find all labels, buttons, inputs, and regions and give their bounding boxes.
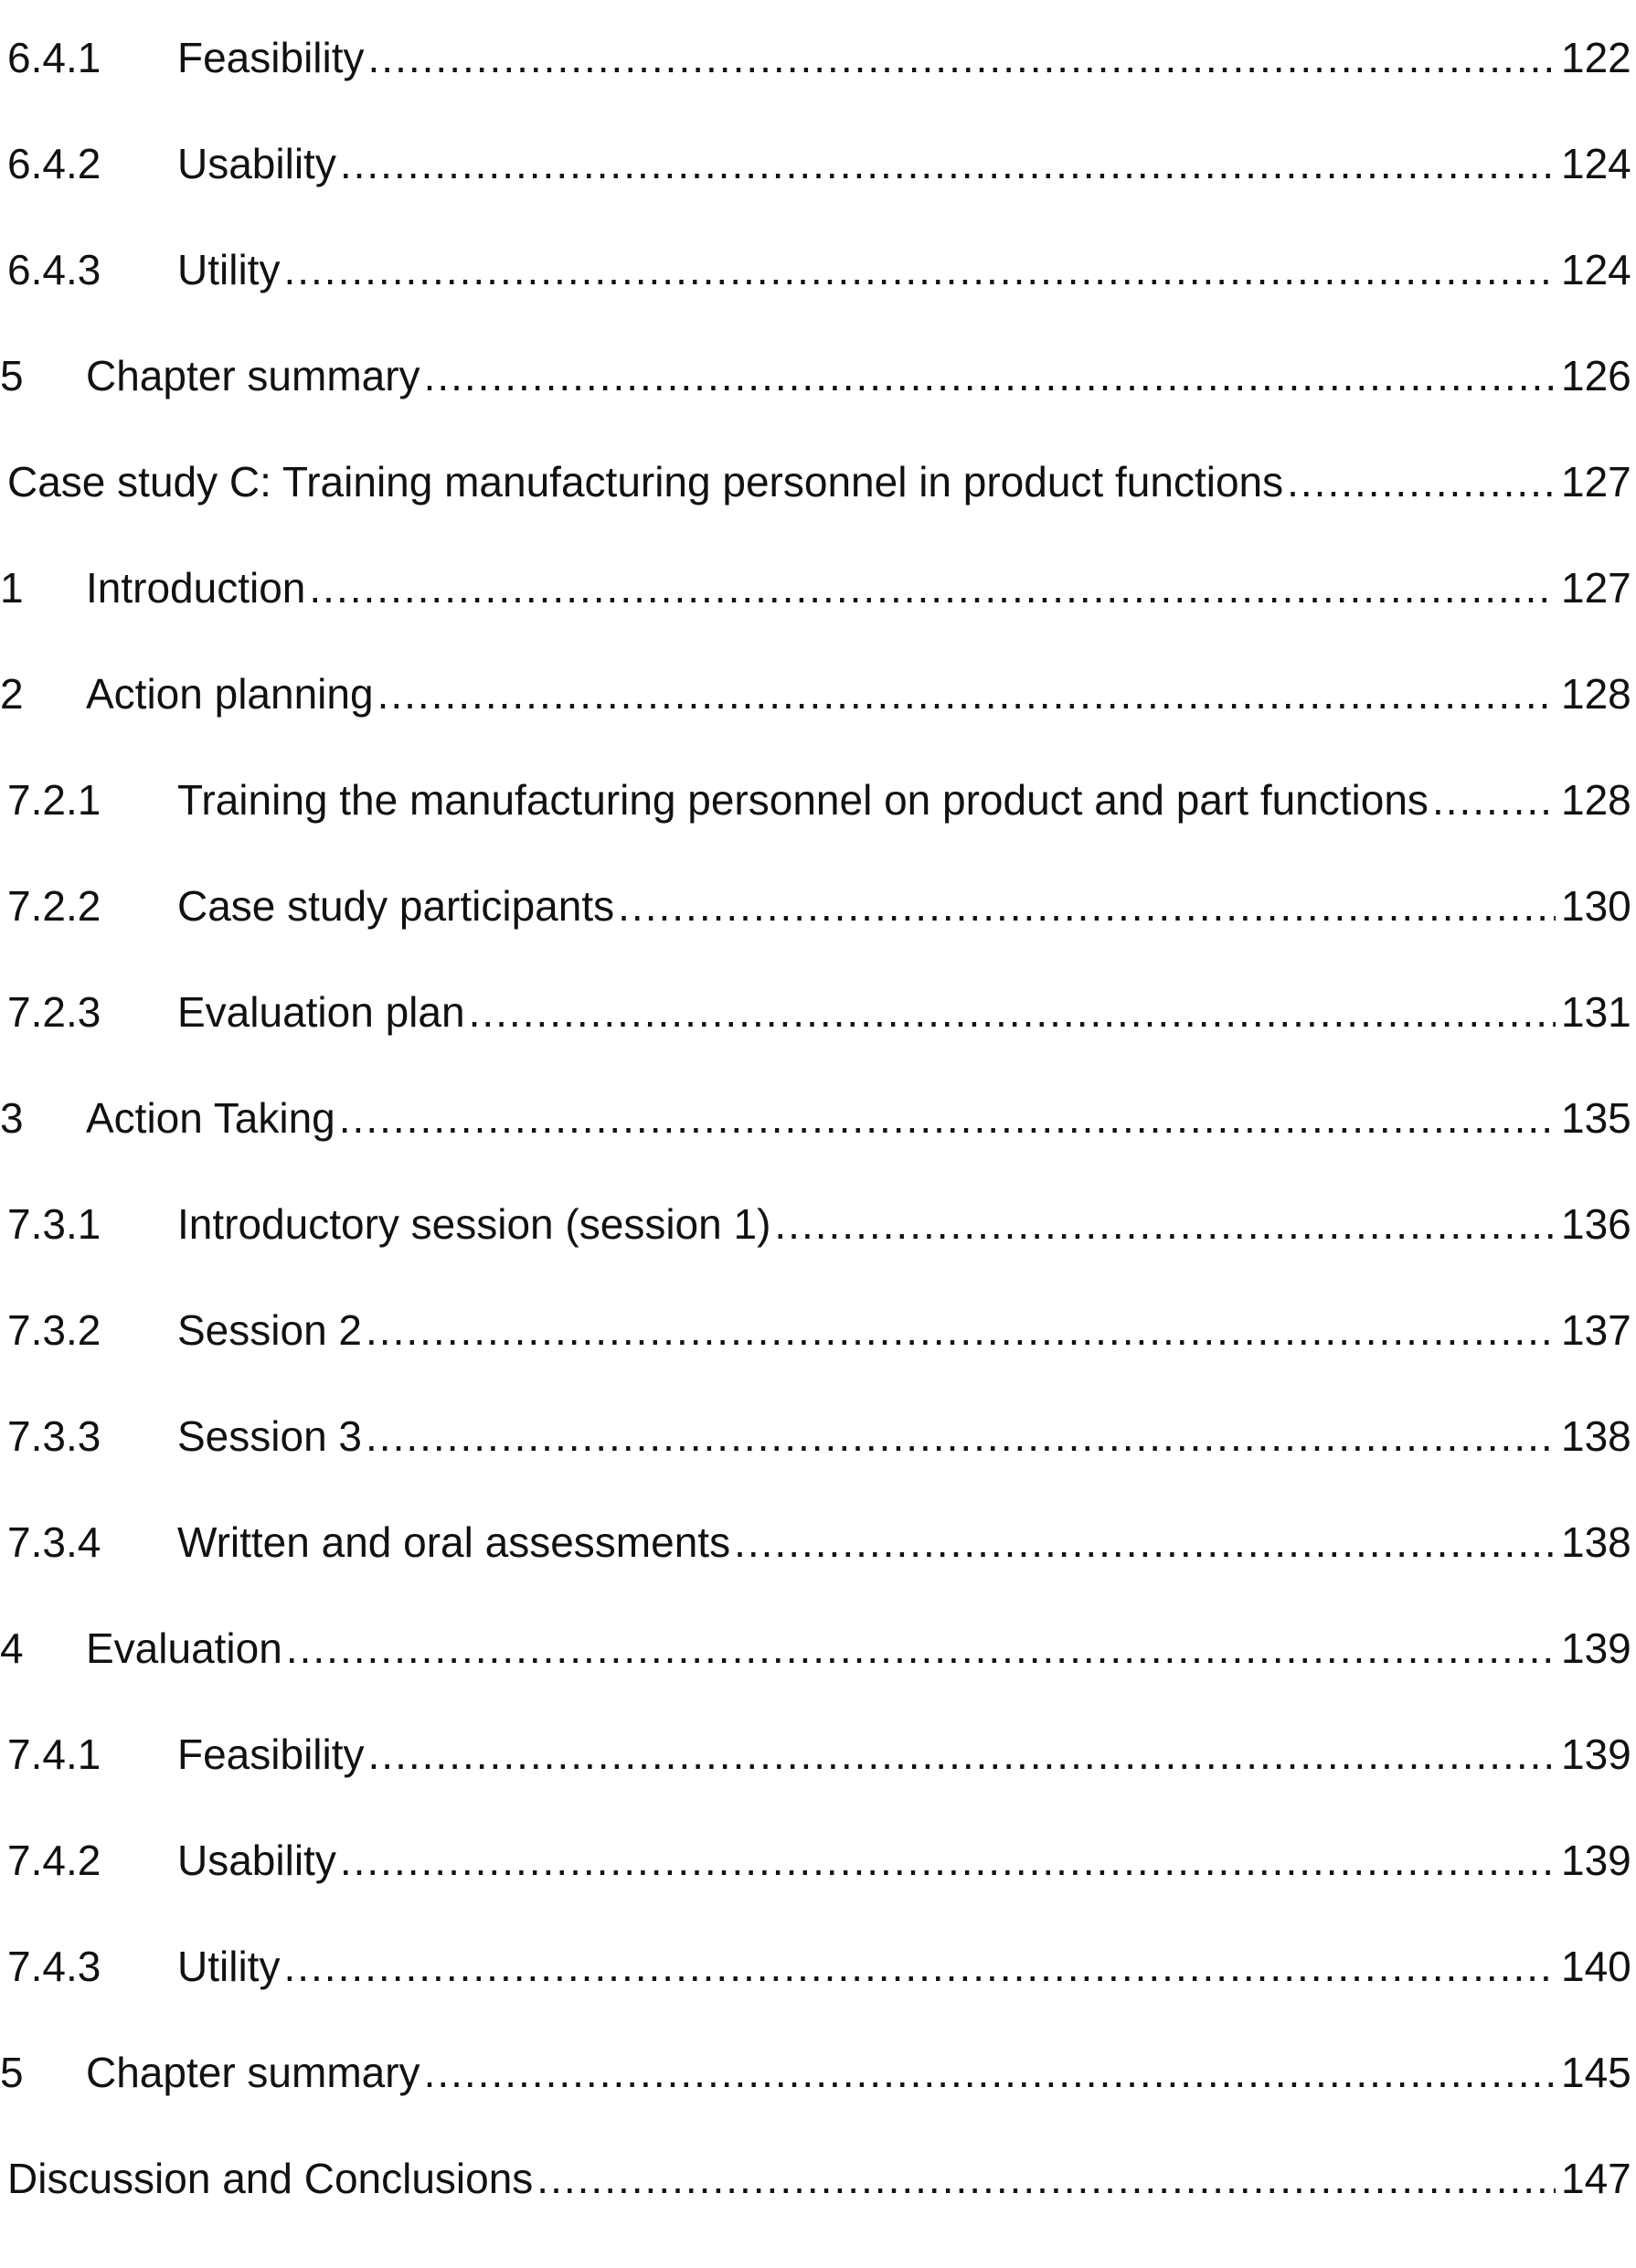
toc-entry-title: Evaluation (86, 1624, 282, 1672)
toc-dot-leader (424, 344, 1556, 408)
toc-entry-title: Evaluation plan (177, 988, 465, 1036)
toc-dot-leader (469, 980, 1556, 1044)
toc-dot-leader (340, 132, 1556, 196)
toc-entry-title: Feasibility (177, 34, 365, 81)
toc-entry-page: 139 (1561, 1730, 1631, 1778)
toc-dot-leader (283, 238, 1556, 302)
toc-entry[interactable] (0, 1404, 1636, 1468)
toc-entry-number: 7.3.3 (7, 1412, 101, 1460)
toc-entry-title: Case study C: Training manufacturing personnel in product functions (7, 458, 1284, 506)
toc-dot-leader (368, 26, 1556, 90)
toc-entry-title: Introduction (86, 564, 306, 612)
toc-entry-title: Written and oral assessments (177, 1518, 731, 1566)
toc-dot-leader (618, 874, 1556, 938)
toc-dot-leader (340, 1828, 1556, 1892)
toc-entry[interactable] (0, 2146, 1636, 2210)
toc-entry-title: Usability (177, 1837, 336, 1884)
toc-entry[interactable] (0, 450, 1636, 514)
toc-entry-page: 138 (1561, 1412, 1631, 1460)
toc-entry-page: 122 (1561, 34, 1631, 81)
toc-entry[interactable] (0, 1510, 1636, 1574)
toc-dot-leader (366, 1298, 1556, 1362)
toc-entry[interactable] (0, 238, 1636, 302)
toc-entry-page: 136 (1561, 1200, 1631, 1248)
toc-dot-leader (366, 1404, 1556, 1468)
toc-entry[interactable] (0, 132, 1636, 196)
toc-entry-title: Chapter summary (86, 2049, 420, 2096)
toc-entry[interactable] (0, 1722, 1636, 1786)
toc-dot-leader (283, 1934, 1556, 1998)
toc-entry[interactable] (0, 344, 1636, 408)
toc-entry-number: 6.4.3 (7, 246, 101, 293)
toc-dot-leader (1432, 768, 1556, 832)
toc-entry-number: 7.4.2 (7, 1837, 101, 1884)
toc-entry-number: 7.3.2 (7, 1306, 101, 1354)
toc-entry-title: Action Taking (86, 1094, 335, 1142)
toc-entry-title: Training the manufacturing personnel on product and part functions (177, 776, 1429, 824)
toc-entry-title: Feasibility (177, 1730, 365, 1778)
toc-entry-page: 139 (1561, 1624, 1631, 1672)
toc-entry-title: Introductory session (session 1) (177, 1200, 771, 1248)
toc-entry-number: 7.4.3 (7, 1943, 101, 1990)
toc-entry-title: Utility (177, 1943, 281, 1990)
toc-entry[interactable] (0, 26, 1636, 90)
toc-dot-leader (339, 1086, 1556, 1150)
toc-dot-leader (1287, 450, 1556, 514)
toc-entry-number: 7.2.3 (7, 988, 101, 1036)
toc-entry-title: Action planning (86, 670, 374, 718)
toc-entry-title: Session 3 (177, 1412, 363, 1460)
toc-entry[interactable] (0, 874, 1636, 938)
toc-entry[interactable] (0, 1298, 1636, 1362)
toc-entry-page: 145 (1561, 2049, 1631, 2096)
toc-entry-number: 7.4.1 (7, 1730, 101, 1778)
toc-entry-title: Discussion and Conclusions (7, 2155, 534, 2202)
toc-entry-page: 128 (1561, 776, 1631, 824)
toc-entry-page: 130 (1561, 882, 1631, 930)
toc-dot-leader (424, 2040, 1556, 2104)
toc-entry-page: 138 (1561, 1518, 1631, 1566)
toc-entry-page: 140 (1561, 1943, 1631, 1990)
toc-entry[interactable] (0, 1616, 1636, 1680)
toc-entry-title: Session 2 (177, 1306, 363, 1354)
toc-entry-number: 1 (0, 564, 24, 612)
toc-dot-leader (536, 2146, 1556, 2210)
toc-entry-page: 124 (1561, 246, 1631, 293)
toc-entry-number: 7.3.4 (7, 1518, 101, 1566)
toc-entry-number: 7.3.1 (7, 1200, 101, 1248)
toc-entry[interactable] (0, 980, 1636, 1044)
toc-entry-number: 6.4.1 (7, 34, 101, 81)
toc-entry-page: 127 (1561, 564, 1631, 612)
toc-entry-page: 147 (1561, 2155, 1631, 2202)
toc-entry-title: Utility (177, 246, 281, 293)
toc-entry-number: 7.2.1 (7, 776, 101, 824)
toc-entry-page: 126 (1561, 352, 1631, 399)
toc-entry[interactable] (0, 1934, 1636, 1998)
toc-dot-leader (368, 1722, 1556, 1786)
toc-entry[interactable] (0, 768, 1636, 832)
toc-dot-leader (734, 1510, 1556, 1574)
toc-entry-page: 124 (1561, 140, 1631, 187)
toc-entry-page: 139 (1561, 1837, 1631, 1884)
toc-entry[interactable] (0, 1192, 1636, 1256)
toc-entry-number: 4 (0, 1624, 24, 1672)
toc-entry-page: 135 (1561, 1094, 1631, 1142)
toc-entry-title: Chapter summary (86, 352, 420, 399)
toc-entry-page: 137 (1561, 1306, 1631, 1354)
toc-entry-page: 128 (1561, 670, 1631, 718)
toc-dot-leader (377, 662, 1556, 726)
toc-entry-number: 2 (0, 670, 24, 718)
toc-entry-number: 5 (0, 352, 24, 399)
toc-entry-number: 7.2.2 (7, 882, 101, 930)
toc-entry[interactable] (0, 556, 1636, 620)
toc-entry[interactable] (0, 1086, 1636, 1150)
toc-entry[interactable] (0, 2040, 1636, 2104)
toc-entry-number: 6.4.2 (7, 140, 101, 187)
toc-entry-title: Case study participants (177, 882, 615, 930)
toc-entry-number: 3 (0, 1094, 24, 1142)
toc-entry-number: 5 (0, 2049, 24, 2096)
toc-dot-leader (309, 556, 1556, 620)
toc-dot-leader (774, 1192, 1556, 1256)
toc-entry-title: Usability (177, 140, 336, 187)
toc-dot-leader (286, 1616, 1556, 1680)
toc-entry[interactable] (0, 662, 1636, 726)
toc-entry-page: 127 (1561, 458, 1631, 506)
toc-entry-page: 131 (1561, 988, 1631, 1036)
toc-entry[interactable] (0, 1828, 1636, 1892)
